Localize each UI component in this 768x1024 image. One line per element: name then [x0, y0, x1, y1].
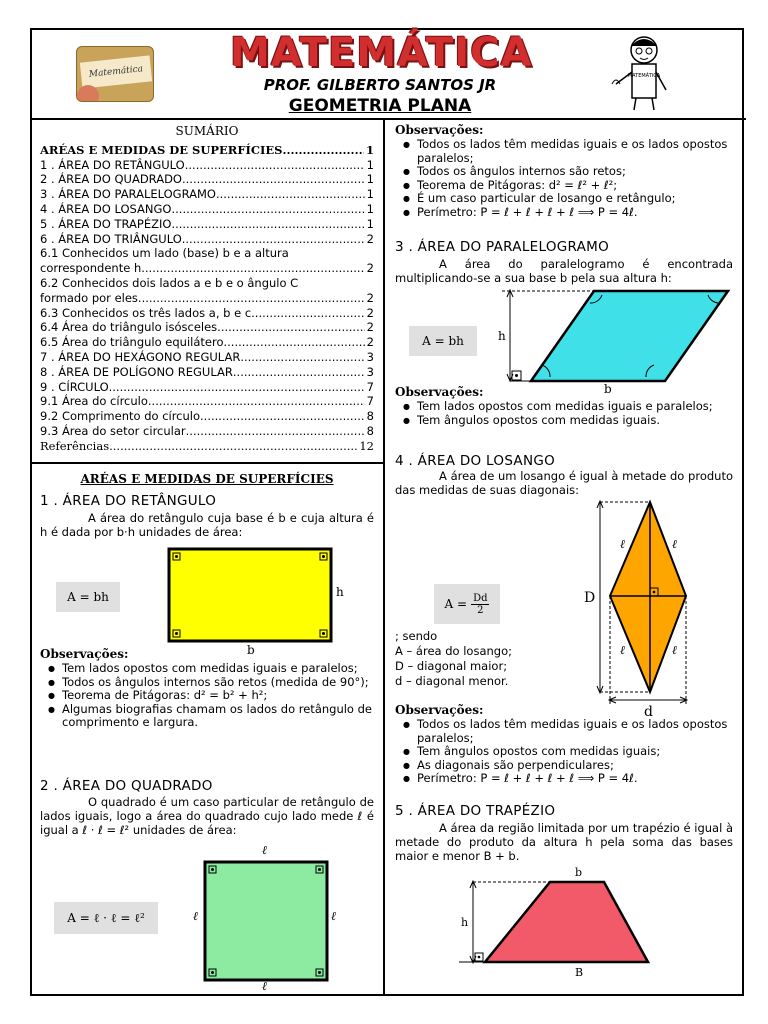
toc-item-line1: 6.2 Conhecidos dois lados a e b e o ângulo C: [40, 275, 299, 290]
rect-obs-heading: Observações:: [40, 647, 129, 661]
svg-text:MATEMÁTICA: MATEMÁTICA: [627, 73, 661, 79]
square-heading: 2 . ÁREA DO QUADRADO: [40, 778, 213, 794]
header-divider: [30, 118, 746, 120]
definition-item: d – diagonal menor.: [395, 674, 509, 688]
observation-item: ● Teorema de Pitágoras: d² = ℓ² + ℓ²;: [395, 179, 733, 193]
toc-item[interactable]: [40, 409, 374, 424]
toc-item-title: 1 . ÁREA DO RETÂNGULO: [40, 157, 185, 172]
toc-item[interactable]: [40, 232, 374, 247]
toc-leader: [283, 143, 364, 158]
observation-item: ● Perímetro: P = ℓ + ℓ + ℓ + ℓ ⟹ P = 4ℓ.: [395, 206, 733, 220]
svg-text:ℓ: ℓ: [193, 909, 198, 923]
observation-item: ● Todos os ângulos internos são retos (medida de 90°);: [40, 676, 374, 690]
svg-text:d: d: [644, 704, 653, 720]
square-formula: A = ℓ · ℓ = ℓ²: [54, 902, 158, 934]
mascot-icon: [604, 32, 684, 112]
rhombus-obs-heading: Observações:: [395, 703, 484, 717]
rect-obs-list: [40, 662, 374, 730]
toc-item-title: ARÉAS E MEDIDAS DE SUPERFÍCIES: [40, 142, 283, 157]
toc-item-title: 7 . ÁREA DO HEXÁGONO REGULAR: [40, 349, 241, 364]
svg-text:ℓ: ℓ: [672, 537, 677, 551]
svg-text:ℓ: ℓ: [262, 843, 267, 857]
toc-leader: [148, 394, 365, 409]
svg-text:b: b: [604, 382, 612, 395]
toc-leader: [172, 202, 365, 217]
definition-item: A – área do losango;: [395, 644, 512, 658]
toc-item[interactable]: [40, 380, 374, 395]
toc-item-title: 5 . ÁREA DO TRAPÉZIO: [40, 216, 172, 231]
toc-leader: [171, 217, 364, 232]
rhombus-defs: [395, 644, 512, 689]
rhombus-obs-list: [395, 718, 733, 786]
toc-item-page: 1: [365, 142, 374, 157]
toc-leader: [200, 409, 365, 424]
toc-leader: [224, 335, 365, 350]
rect-heading: 1 . ÁREA DO RETÂNGULO: [40, 493, 217, 509]
observation-item: ● Teorema de Pitágoras: d² = b² + h²;: [40, 689, 374, 703]
toc-leader: [141, 261, 364, 276]
svg-text:h: h: [461, 916, 469, 929]
toc-leader: [182, 232, 365, 247]
svg-text:ℓ: ℓ: [331, 909, 336, 923]
rhombus-heading: 4 . ÁREA DO LOSANGO: [395, 453, 556, 469]
toc-item-page: 2: [366, 305, 374, 320]
toc-item-title: 4 . ÁREA DO LOSANGO: [40, 201, 172, 216]
observation-item: ● As diagonais são perpendiculares;: [395, 759, 733, 773]
observation-item: ● Todos os ângulos internos são retos;: [395, 165, 733, 179]
toc-leader: [109, 380, 365, 395]
professor-name: PROF. GILBERTO SANTOS JR: [263, 76, 497, 94]
toc-item[interactable]: [40, 350, 374, 365]
toc-leader: [217, 320, 365, 335]
trap-heading: 5 . ÁREA DO TRAPÉZIO: [395, 803, 556, 819]
toc-item[interactable]: [40, 202, 374, 217]
logo-image: [76, 46, 154, 102]
toc-item-page: 7: [366, 379, 374, 394]
toc-item-page: 1: [366, 187, 374, 202]
observation-item: ● Todos os lados têm medidas iguais e os lados opostos paralelos;: [395, 718, 733, 745]
toc-item[interactable]: [40, 187, 374, 202]
para-formula: A = bh: [409, 326, 477, 356]
toc-item[interactable]: [40, 306, 374, 321]
toc-item-title: Referências: [40, 438, 110, 453]
toc-item-title: 9.3 Área do setor circular: [40, 423, 186, 438]
toc-item-page: 1: [366, 157, 374, 172]
page-title: MATEMÁTICA: [230, 30, 533, 76]
toc-item-title: 6.5 Área do triângulo equilátero: [40, 335, 224, 350]
toc-item-page: 2: [366, 290, 374, 305]
toc-leader: [216, 187, 365, 202]
para-obs-heading: Observações:: [395, 385, 484, 399]
page-subtitle: GEOMETRIA PLANA: [288, 96, 472, 116]
square-obs-heading: Observações:: [395, 123, 484, 137]
toc-item-page: 2: [366, 335, 374, 350]
toc-item-title: 3 . ÁREA DO PARALELOGRAMO: [40, 187, 216, 202]
svg-text:ℓ: ℓ: [620, 537, 625, 551]
toc-item[interactable]: [40, 217, 374, 232]
rect-text: A área do retângulo cuja base é b e cuja altura é h é dada por b·h unidades de área:: [40, 511, 374, 539]
para-obs-list: [395, 400, 733, 427]
toc-item-page: 2: [366, 231, 374, 246]
trap-text: A área da região limitada por um trapézio é igual à metade do produto da altura h pela soma das bases maior e menor B + b.: [395, 821, 733, 863]
rhombus-text: A área de um losango é igual à metade do produto das medidas de suas diagonais:: [395, 469, 733, 497]
rhombus-sendo: ; sendo: [395, 629, 438, 643]
toc-item-title: 6.3 Conhecidos os três lados a, b e c: [40, 305, 252, 320]
toc-item-title: 6 . ÁREA DO TRIÂNGULO: [40, 231, 182, 246]
toc-item[interactable]: [40, 143, 374, 158]
svg-text:D: D: [584, 590, 596, 606]
toc-item-title: 6.4 Área do triângulo isósceles: [40, 320, 218, 335]
toc-leader: [138, 291, 365, 306]
toc-item-title: 2 . ÁREA DO QUADRADO: [40, 172, 182, 187]
toc-item[interactable]: [40, 320, 374, 335]
observation-item: ● Perímetro: P = ℓ + ℓ + ℓ + ℓ ⟹ P = 4ℓ.: [395, 772, 733, 786]
square-text: O quadrado é um caso particular de retângulo de lados iguais, logo a área do quadrado cujo lado mede ℓ é igual a ℓ · ℓ = ℓ² unidades de área:: [40, 795, 374, 837]
svg-text:b: b: [575, 866, 583, 879]
logo-text: Matemática: [80, 55, 152, 88]
square-figure: [192, 840, 342, 992]
observation-item: ● Tem lados opostos com medidas iguais e paralelos;: [40, 662, 374, 676]
table-of-contents: [40, 124, 374, 454]
toc-item-page: 2: [366, 320, 374, 335]
rhombus-formula: A = $\frac{Dd}{2}$: [434, 584, 500, 624]
toc-divider: [30, 462, 384, 464]
toc-item-page: 8: [366, 423, 374, 438]
toc-leader: [186, 424, 365, 439]
toc-item-title: formado por eles: [40, 290, 138, 305]
para-heading: 3 . ÁREA DO PARALELOGRAMO: [395, 239, 610, 255]
observation-item: ● Todos os lados têm medidas iguais e os lados opostos paralelos;: [395, 138, 733, 165]
toc-item[interactable]: [40, 439, 374, 454]
toc-item-title: 9.2 Comprimento do círculo: [40, 409, 201, 424]
toc-item[interactable]: [40, 335, 374, 350]
toc-item-title: 9.1 Área do círculo: [40, 394, 148, 409]
toc-item-page: 7: [366, 394, 374, 409]
toc-item-page: 8: [366, 409, 374, 424]
svg-text:B: B: [575, 966, 584, 978]
toc-item-page: 1: [366, 172, 374, 187]
toc-item-page: 1: [366, 216, 374, 231]
toc-item[interactable]: [40, 261, 374, 276]
trapezoid-figure: [455, 864, 655, 978]
toc-item[interactable]: [40, 424, 374, 439]
toc-leader: [251, 306, 365, 321]
observation-item: ● Tem ângulos opostos com medidas iguais.: [395, 414, 733, 428]
toc-item[interactable]: [40, 291, 374, 306]
para-text: A área do paralelogramo é encontrada multiplicando-se a sua base b pela sua altura h:: [395, 257, 733, 285]
toc-item-title: correspondente h: [40, 261, 142, 276]
toc-item-line1: 6.1 Conhecidos um lado (base) b e a altura: [40, 246, 289, 261]
toc-item[interactable]: [40, 158, 374, 173]
toc-item-title: 9 . CÍRCULO: [40, 379, 109, 394]
rect-formula: A = bh: [56, 582, 120, 612]
rhombus-figure: [578, 496, 698, 720]
column-divider: [383, 118, 385, 996]
observation-item: ● É um caso particular de losango e retângulo;: [395, 192, 733, 206]
toc-leader: [182, 172, 365, 187]
toc-leader: [185, 158, 365, 173]
toc-item-page: 12: [359, 438, 374, 453]
toc-leader: [109, 439, 357, 454]
toc-leader: [240, 350, 364, 365]
toc-heading: SUMÁRIO: [175, 124, 239, 138]
toc-item-page: 3: [366, 349, 374, 364]
definition-item: D – diagonal maior;: [395, 659, 508, 673]
toc-item[interactable]: [40, 394, 374, 409]
rect-label-b: b: [247, 643, 255, 656]
parallelogram-figure: [494, 285, 734, 395]
svg-text:ℓ: ℓ: [672, 643, 677, 657]
observation-item: ● Tem lados opostos com medidas iguais e paralelos;: [395, 400, 733, 414]
observation-item: ● Tem ângulos opostos com medidas iguais;: [395, 745, 733, 759]
svg-text:ℓ: ℓ: [262, 979, 267, 992]
observation-item: ● Algumas biografias chamam os lados do retângulo de comprimento e largura.: [40, 703, 374, 730]
toc-item-title: 8 . ÁREA DE POLÍGONO REGULAR: [40, 364, 233, 379]
section-heading: ARÉAS E MEDIDAS DE SUPERFÍCIES: [80, 472, 334, 486]
rectangle-figure: [164, 544, 360, 656]
svg-text:h: h: [498, 329, 506, 343]
toc-item[interactable]: [40, 365, 374, 380]
toc-item-page: 1: [366, 201, 374, 216]
rect-label-h: h: [336, 585, 344, 599]
square-obs-list: [395, 138, 733, 219]
toc-item[interactable]: [40, 172, 374, 187]
toc-leader: [233, 365, 365, 380]
svg-text:ℓ: ℓ: [620, 643, 625, 657]
toc-item-page: 2: [366, 261, 374, 276]
toc-item-page: 3: [366, 364, 374, 379]
